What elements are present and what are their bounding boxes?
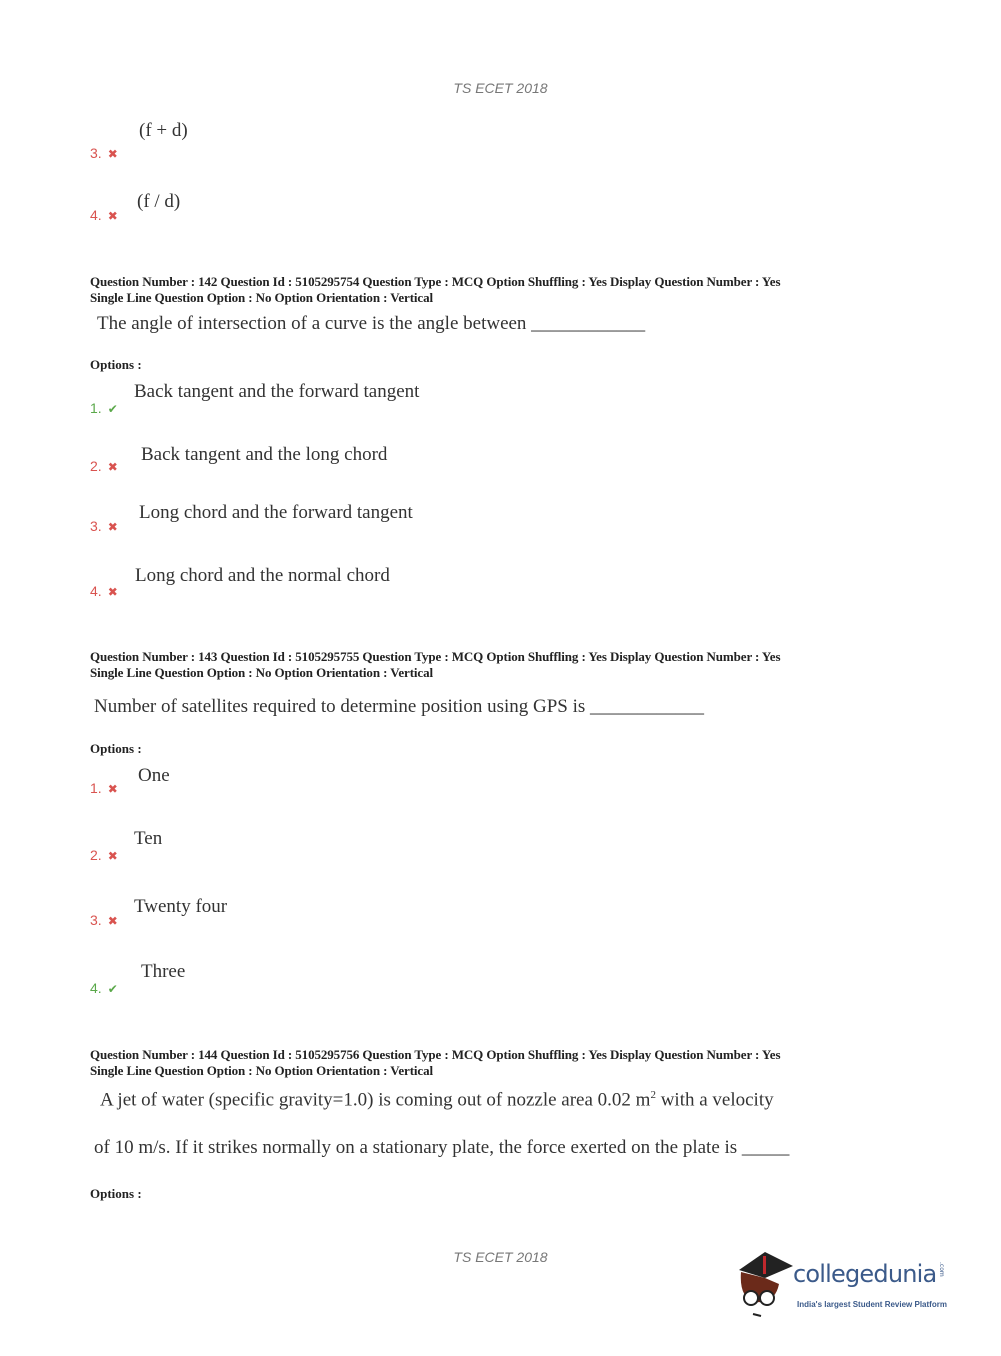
option-text: Long chord and the normal chord: [135, 565, 390, 586]
option-text: One: [138, 765, 170, 786]
question-meta: Question Number : 142 Question Id : 5105295754 Question Type : MCQ Option Shuffling : Yes Display Question Number : Yes: [90, 274, 781, 289]
option-number: 4. ✖: [90, 207, 118, 223]
option-text: (f / d): [137, 191, 181, 212]
option-number: 2. ✖: [90, 847, 118, 863]
option-number: 1. ✔: [90, 400, 118, 416]
check-icon: ✔: [107, 402, 118, 416]
option-number: 3. ✖: [90, 145, 118, 161]
wrong-icon: ✖: [107, 147, 118, 161]
logo-wordmark: collegedunia: [793, 1260, 937, 1288]
logo-com: .com: [938, 1262, 945, 1277]
options-label: Options :: [90, 1186, 142, 1201]
mascot-icon: [735, 1248, 795, 1320]
collegedunia-logo: [735, 1248, 995, 1320]
wrong-icon: ✖: [107, 520, 118, 534]
question-text: Number of satellites required to determine position using GPS is ____________: [94, 696, 705, 717]
options-label: Options :: [90, 741, 142, 756]
option-number: 4. ✖: [90, 583, 118, 599]
check-icon: ✔: [107, 982, 118, 996]
question-meta: Single Line Question Option : No Option Orientation : Vertical: [90, 665, 434, 680]
question-meta: Single Line Question Option : No Option Orientation : Vertical: [90, 1063, 434, 1078]
wrong-icon: ✖: [107, 209, 118, 223]
option-text: Twenty four: [134, 896, 228, 917]
option-number: 4. ✔: [90, 980, 118, 996]
option-text: Ten: [134, 828, 163, 849]
wrong-icon: ✖: [107, 782, 118, 796]
question-text-line-2: of 10 m/s. If it strikes normally on a stationary plate, the force exerted on the plate is _____: [94, 1137, 790, 1158]
logo-tagline: India's largest Student Review Platform: [797, 1300, 947, 1309]
wrong-icon: ✖: [107, 914, 118, 928]
option-text: (f + d): [139, 120, 188, 141]
option-number: 3. ✖: [90, 518, 118, 534]
question-text-line-1: A jet of water (specific gravity=1.0) is coming out of nozzle area 0.02 $m^2$ with a velocity: [100, 1089, 774, 1111]
question-meta: Question Number : 144 Question Id : 5105295756 Question Type : MCQ Option Shuffling : Yes Display Question Number : Yes: [90, 1047, 781, 1062]
option-text: Back tangent and the long chord: [141, 444, 388, 465]
question-text: The angle of intersection of a curve is the angle between ____________: [97, 313, 646, 334]
wrong-icon: ✖: [107, 460, 118, 474]
option-text: Long chord and the forward tangent: [139, 502, 413, 523]
option-text: Back tangent and the forward tangent: [134, 381, 420, 402]
options-label: Options :: [90, 357, 142, 372]
page-footer: TS ECET 2018: [453, 1249, 548, 1265]
page-header: TS ECET 2018: [453, 80, 548, 96]
wrong-icon: ✖: [107, 849, 118, 863]
option-text: Three: [141, 961, 186, 982]
option-number: 3. ✖: [90, 912, 118, 928]
option-number: 2. ✖: [90, 458, 118, 474]
option-number: 1. ✖: [90, 780, 118, 796]
wrong-icon: ✖: [107, 585, 118, 599]
question-meta: Single Line Question Option : No Option Orientation : Vertical: [90, 290, 434, 305]
question-meta: Question Number : 143 Question Id : 5105295755 Question Type : MCQ Option Shuffling : Yes Display Question Number : Yes: [90, 649, 781, 664]
